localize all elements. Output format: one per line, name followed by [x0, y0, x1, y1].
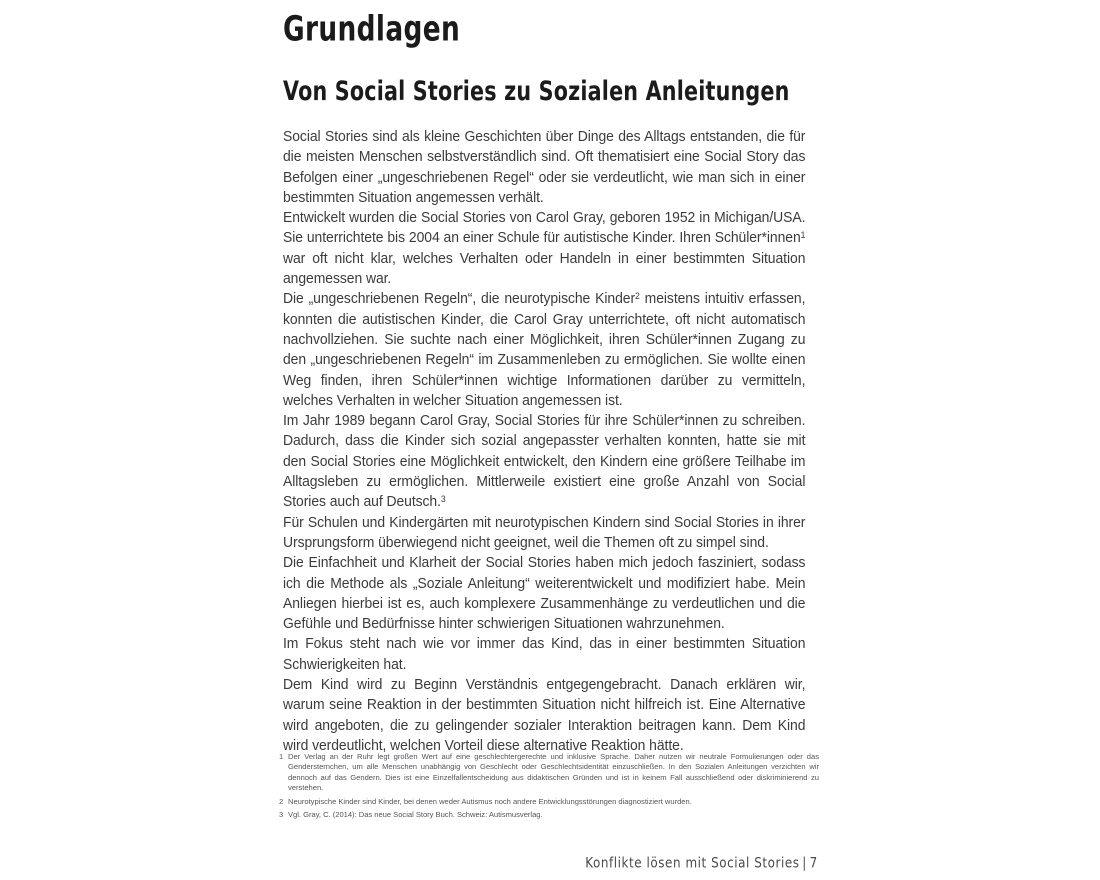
running-footer: [585, 855, 818, 873]
body-paragraph: Dem Kind wird zu Beginn Verständnis entgegengebracht. Danach erklären wir, warum seine Reaktion in der bestimmten Situation nicht hilfreich ist. Eine Alternative wird angeboten, die zu gelingender sozialer Interaktion beitragen kann. Dem Kind wird verdeutlicht, welchen Vorteil diese alternative Reaktion hätte.: [283, 677, 806, 754]
footnote-marker: 1: [279, 752, 284, 761]
footer-page-number: 7: [809, 855, 818, 872]
footnote-item: [279, 797, 819, 807]
footnote-text: Vgl. Gray, C. (2014): Das neue Social Story Buch. Schweiz: Autismusverlag.: [288, 810, 543, 820]
footnote-marker: 3: [279, 810, 284, 820]
page-content-column: [283, 0, 805, 756]
footer-book-title: Konflikte lösen mit Social Stories: [585, 855, 800, 872]
footnote-item: [279, 752, 819, 794]
footnote-marker: 2: [279, 796, 284, 806]
footer-separator: |: [802, 855, 808, 872]
section-title: Von Social Stories zu Sozialen Anleitungen: [283, 77, 790, 107]
body-paragraph: Social Stories sind als kleine Geschichten über Dinge des Alltags entstanden, die für die meisten Menschen selbstverständlich sind. Oft thematisiert eine Social Story das Befolgen einer „ungeschriebenen Regel“ oder sie verdeutlicht, wie man sich in einer bestimmten Situation angemessen verhält.: [283, 129, 806, 206]
footnote-block: [279, 752, 819, 820]
body-paragraph: Die Einfachheit und Klarheit der Social Stories haben mich jedoch fasziniert, sodass ich die Methode als „Soziale Anleitung“ weiterentwickelt und modifiziert habe. Mein Anliegen hierbei ist es, auch komplexere Zusammenhänge zu verdeutlichen und die Gefühle und Bedürfnisse hinter schwierigen Situationen wahrzunehmen.: [283, 555, 806, 633]
body-text-block: [283, 127, 805, 756]
footnote-text: Neurotypische Kinder sind Kinder, bei denen weder Autismus noch andere Entwicklungsstörungen diagnostiziert wurden.: [288, 796, 692, 806]
body-paragraph: Im Jahr 1989 begann Carol Gray, Social Stories für ihre Schüler*innen zu schreiben. Dadurch, dass die Kinder sich sozial angepasster verhalten konnten, hatte sie mit den Social Stories eine Möglichkeit entwickelt, den Kindern eine größere Teilhabe im Alltagsleben zu ermöglichen. Mittlerweile existiert eine große Anzahl von Social Stories auch auf Deutsch.$^3$: [283, 413, 806, 511]
body-paragraph: Die „ungeschriebenen Regeln“, die neurotypische Kinder$^2$ meistens intuitiv erfassen, konnten die autistischen Kinder, die Carol Gray unterrichtete, oft nicht automatisch nachvollziehen. Sie suchte nach einer Möglichkeit, ihren Schüler*innen Zugang zu den „ungeschriebenen Regeln“ im Zusammenleben zu ermöglichen. Sie wollte einen Weg finden, ihren Schüler*innen wichtige Informationen darüber zu vermitteln, welches Verhalten in welcher Situation angemessen ist.: [283, 291, 806, 409]
chapter-title: Grundlagen: [283, 9, 461, 50]
body-paragraph: Entwickelt wurden die Social Stories von Carol Gray, geboren 1952 in Michigan/USA. Sie unterrichtete bis 2004 an einer Schule für autistische Kinder. Ihren Schüler*innen$^1$ war oft nicht klar, welches Verhalten oder Handeln in einer bestimmten Situation angemessen war.: [283, 210, 806, 288]
footnote-text: Der Verlag an der Ruhr legt großen Wert auf eine geschlechtergerechte und inklusive Sprache. Daher nutzen wir neutrale Formulierungen oder das Gendersternchen, um alle Menschen unabhängig von Geschlecht oder Geschlechtsidentität einzuschließen. In den Sozialen Anleitungen verzichten wir dennoch auf das Gendern. Dies ist eine Einzelfallentscheidung aus didaktischen Gründen und ist in keinem Fall ausschließend oder diskriminierend zu verstehen.: [288, 752, 819, 793]
body-paragraph: Im Fokus steht nach wie vor immer das Kind, das in einer bestimmten Situation Schwierigkeiten hat.: [283, 636, 806, 673]
body-paragraph: Für Schulen und Kindergärten mit neurotypischen Kindern sind Social Stories in ihrer Ursprungsform überwiegend nicht geeignet, weil die Themen oft zu simpel sind.: [283, 514, 806, 551]
footnote-item: [279, 810, 819, 820]
